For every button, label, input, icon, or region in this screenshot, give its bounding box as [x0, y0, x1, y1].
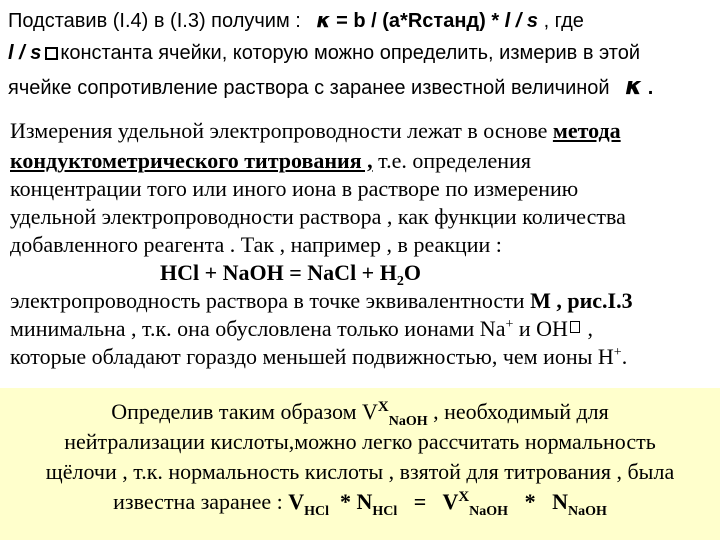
- sodium-charge: +: [505, 317, 514, 332]
- mid-line-3-text: концентрации того или иного иона в растворе по измерению: [10, 176, 579, 201]
- mid-line-5: [10, 231, 502, 259]
- mid-line-1-text: Измерения удельной электропроводности лежат в основе: [10, 118, 553, 143]
- intro-prefix: Подставив (I.4) в (I.3) получим :: [8, 10, 301, 32]
- mid-line-9-end: .: [621, 344, 628, 369]
- kappa-symbol: κ: [316, 8, 331, 32]
- mid-line-5-text: добавленного реагента . Так , например , в реакции :: [10, 232, 502, 257]
- formula-v-base-sub: NaOH: [469, 504, 509, 519]
- kappa-symbol-2: κ: [625, 72, 643, 100]
- mid-line-7-text: электропроводность раствора в точке эквивалентности: [10, 288, 531, 313]
- formula-v-base-sup: X: [458, 489, 470, 505]
- proton-charge: +: [613, 345, 622, 360]
- intro-line-2-text: константа ячейки, которую можно определить, измерив в этой: [60, 42, 641, 64]
- method-link-part-1: метода: [552, 118, 621, 143]
- formula-n-base: N: [552, 489, 568, 514]
- mid-line-9: [10, 343, 627, 371]
- intro-line-3: [8, 72, 653, 102]
- reaction-subscript: 2: [396, 274, 404, 289]
- formula-v-acid-sub: HCl: [304, 504, 330, 519]
- formula-n-acid: N: [356, 489, 373, 514]
- box-line-3-text: щёлочи , т.к. нормальность кислоты , взятой для титрования , была: [45, 459, 675, 484]
- mid-line-9-text: которые обладают гораздо меньшей подвижностью, чем ионы H: [10, 344, 614, 369]
- mid-line-7: [10, 287, 633, 315]
- box-line-2-text: нейтрализации кислоты,можно легко рассчитать нормальность: [64, 429, 656, 454]
- normality-formula: [288, 489, 607, 519]
- box-line-2: [0, 428, 720, 456]
- mid-line-3: [10, 175, 578, 203]
- figure-reference: М , рис.I.3: [530, 288, 633, 313]
- formula-n-base-sub: NaOH: [567, 504, 607, 519]
- mid-line-2-text: т.е. определения: [372, 148, 531, 173]
- hydroxide-label: и OH: [513, 316, 568, 341]
- titration-paragraph: [0, 115, 720, 387]
- mid-line-1: [10, 117, 621, 145]
- intro-paragraph: [0, 0, 720, 115]
- intro-line-3-end: .: [642, 77, 654, 99]
- mid-line-8-text: минимальна , т.к. она обусловлена только ионами Na: [10, 316, 506, 341]
- box-line-3: [0, 458, 720, 486]
- box-line-4-text: известна заранее :: [113, 489, 289, 514]
- box-line-4: [0, 488, 720, 519]
- formula-mul-2: *: [508, 489, 553, 514]
- intro-line-1: [8, 6, 584, 35]
- formula-v-base: V: [442, 489, 459, 514]
- mid-line-4-text: удельной электропроводности раствора , как функции количества: [10, 204, 626, 229]
- intro-line-3-text: ячейке сопротивление раствора с заранее известной величиной: [8, 77, 610, 99]
- reaction-left: HCl + NaOH = NaCl + H: [160, 260, 397, 285]
- conclusion-box: [0, 388, 720, 540]
- cell-constant-symbol-2: l / s: [8, 42, 42, 64]
- mid-line-8: [10, 315, 593, 343]
- kappa-formula: = b / (a*Rстанд) *: [330, 10, 505, 32]
- box-line-1-rest: , необходимый для: [427, 399, 609, 424]
- reaction-right: O: [403, 260, 421, 285]
- intro-suffix: , где: [538, 10, 584, 32]
- missing-glyph-box-icon: [45, 47, 58, 60]
- box-line-1-text: Определив таким образом V: [111, 399, 378, 424]
- reaction-equation: [160, 259, 421, 287]
- mid-line-4: [10, 203, 626, 231]
- intro-line-2: [8, 39, 640, 67]
- formula-mul-1: *: [329, 489, 357, 514]
- naoh-subscript: NaOH: [388, 414, 428, 429]
- missing-glyph-box-icon-2: [570, 321, 580, 333]
- formula-equals: =: [397, 489, 443, 514]
- formula-v-acid: V: [288, 489, 305, 514]
- cell-constant-symbol: l / s: [504, 10, 539, 32]
- mid-line-8-end: ,: [581, 316, 593, 341]
- mid-line-2: [10, 147, 531, 175]
- box-line-1: [0, 398, 720, 429]
- equivalence-superscript: X: [377, 399, 389, 415]
- method-link-part-2: кондуктометрического титрования ,: [10, 148, 373, 173]
- formula-n-acid-sub: HCl: [372, 504, 398, 519]
